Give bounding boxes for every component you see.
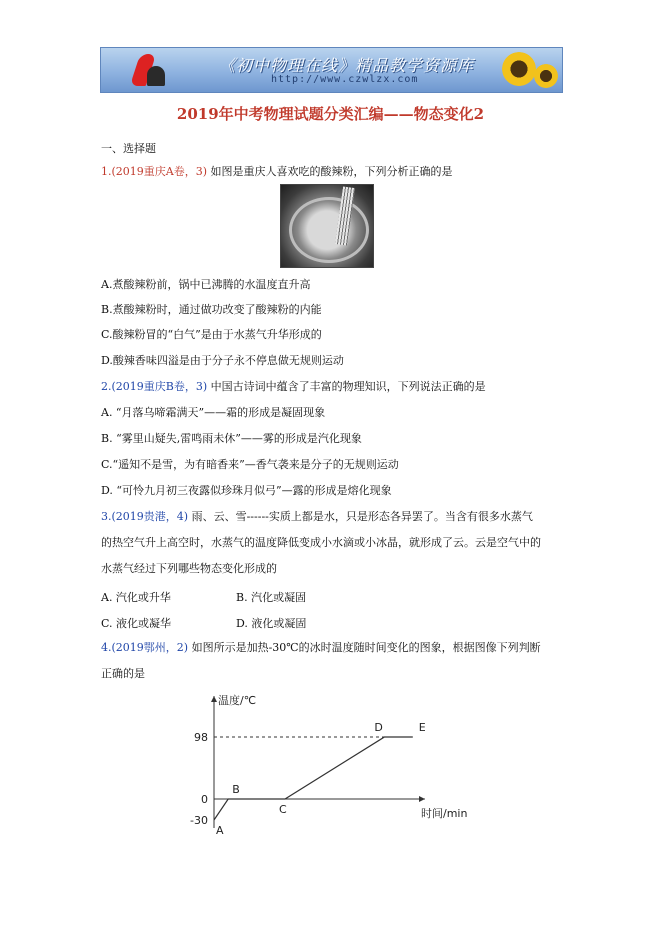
question-3 bbox=[101, 510, 533, 524]
q3-line-2: 的热空气升上高空时，水蒸气的温度降低变成小水滴或小冰晶，就形成了云。云是空气中的 bbox=[101, 536, 541, 549]
y-tick-label-2: -30 bbox=[190, 814, 208, 827]
q3-source: (2019贵港，4) bbox=[111, 510, 189, 523]
q1-option-c: C.酸辣粉冒的“白气”是由于水蒸气升华形成的 bbox=[101, 328, 322, 341]
q4-line-2: 正确的是 bbox=[101, 667, 145, 680]
y-tick-label-1: 0 bbox=[201, 793, 208, 806]
q2-number: 2. bbox=[101, 380, 112, 393]
banner-url[interactable]: http://www.czwlzx.com bbox=[271, 74, 419, 85]
document-title: 2019年中考物理试题分类汇编——物态变化2 bbox=[176, 105, 485, 123]
q1-option-b: B.煮酸辣粉时，通过做功改变了酸辣粉的内能 bbox=[101, 303, 322, 316]
bowl-rim bbox=[289, 197, 369, 263]
q3-line-1: 雨、云、雪------实质上都是水，只是形态各异罢了。当含有很多水蒸气 bbox=[191, 510, 533, 523]
point-label-A: A bbox=[216, 824, 224, 837]
q4-source: (2019鄂州，2) bbox=[111, 641, 189, 654]
q1-number: 1. bbox=[101, 165, 112, 178]
q3-number: 3. bbox=[101, 510, 112, 523]
q4-line-1: 如图所示是加热-30℃的冰时温度随时间变化的图象，根据图像下列判断 bbox=[191, 641, 541, 654]
y-tick-label-0: 98 bbox=[194, 731, 208, 744]
q3-option-c: C. 液化或凝华 bbox=[101, 617, 172, 630]
q1-stem: 如图是重庆人喜欢吃的酸辣粉，下列分析正确的是 bbox=[210, 165, 453, 178]
section-heading: 一、选择题 bbox=[101, 142, 156, 155]
q2-source: (2019重庆B卷，3) bbox=[111, 380, 208, 393]
q1-option-d: D.酸辣香味四溢是由于分子永不停息做无规则运动 bbox=[101, 354, 344, 367]
q3-option-d: D. 液化或凝固 bbox=[236, 617, 307, 630]
question-4 bbox=[101, 641, 541, 655]
q2-option-a: A. “月落乌啼霜满天”——霜的形成是凝固现象 bbox=[101, 406, 326, 419]
q2-option-b: B. “雾里山疑失,雷鸣雨未休”——雾的形成是汽化现象 bbox=[101, 432, 362, 445]
q3-option-b: B. 汽化或凝固 bbox=[236, 591, 307, 604]
point-label-B: B bbox=[232, 783, 240, 796]
question-1 bbox=[101, 165, 453, 179]
sunflower-icon bbox=[502, 52, 536, 86]
q2-option-d: D. “可怜九月初三夜露似珍珠月似弓”—露的形成是熔化现象 bbox=[101, 484, 392, 497]
y-axis-arrow bbox=[211, 696, 217, 702]
x-axis-arrow bbox=[419, 796, 425, 802]
point-label-D: D bbox=[374, 721, 383, 734]
noodle-photo bbox=[280, 184, 374, 268]
logo-mark-dark bbox=[147, 66, 165, 86]
q2-option-c: C.“遥知不是雪，为有暗香来”—香气袭来是分子的无规则运动 bbox=[101, 458, 399, 471]
temperature-line bbox=[214, 737, 413, 820]
q1-option-a: A.煮酸辣粉前，锅中已沸腾的水温度直升高 bbox=[101, 278, 311, 291]
point-label-C: C bbox=[279, 803, 287, 816]
q1-source: (2019重庆A卷，3) bbox=[111, 165, 208, 178]
q3-option-a: A. 汽化或升华 bbox=[101, 591, 171, 604]
header-banner bbox=[100, 47, 563, 93]
q3-line-3: 水蒸气经过下列哪些物态变化形成的 bbox=[101, 562, 277, 575]
y-axis-label: 温度/℃ bbox=[218, 694, 257, 707]
sunflower-icon-small bbox=[534, 64, 558, 88]
point-label-E: E bbox=[418, 721, 426, 734]
q4-number: 4. bbox=[101, 641, 112, 654]
temperature-time-chart bbox=[170, 688, 490, 838]
q2-stem: 中国古诗词中蕴含了丰富的物理知识，下列说法正确的是 bbox=[210, 380, 486, 393]
question-2 bbox=[101, 380, 486, 394]
x-axis-label: 时间/min bbox=[421, 807, 468, 820]
banner-title: 《初中物理在线》精品教学资源库 bbox=[219, 56, 475, 75]
